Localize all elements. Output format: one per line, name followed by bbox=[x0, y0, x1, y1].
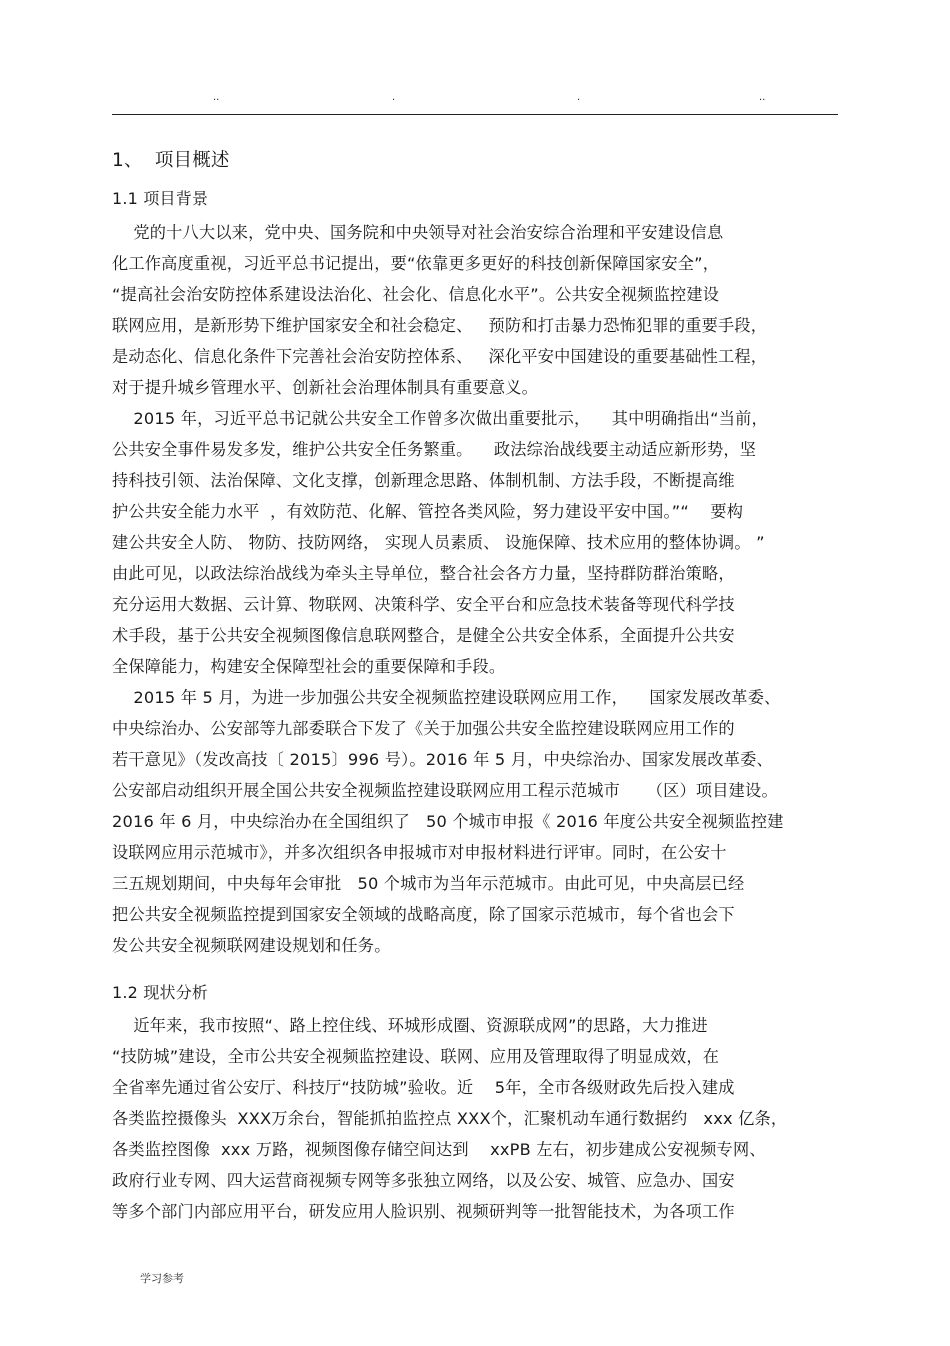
text-line: 护公共安全能力水平 ，有效防范、化解、管控各类风险，努力建设平安中国。”“ 要构 bbox=[112, 502, 744, 521]
subsection-title-status: 1.2 现状分析 bbox=[112, 983, 209, 1002]
header-mark: . bbox=[577, 92, 581, 103]
header-mark: .. bbox=[759, 92, 766, 103]
text-line: “技防城”建设，全市公共安全视频监控建设、联网、应用及管理取得了明显成效，在 bbox=[112, 1047, 720, 1066]
text-line: 党的十八大以来，党中央、国务院和中央领导对社会治安综合治理和平安建设信息 bbox=[112, 223, 724, 242]
text-line: 发公共安全视频联网建设规划和任务。 bbox=[112, 936, 391, 955]
text-line: 公共安全事件易发多发，维护公共安全任务繁重。 政法综治战线要主动适应新形势，坚 bbox=[112, 440, 757, 459]
text-line: 全保障能力，构建安全保障型社会的重要保障和手段。 bbox=[112, 657, 506, 676]
text-line: 各类监控图像 xxx 万路，视频图像存储空间达到 xxPB 左右，初步建成公安视频专网、 bbox=[112, 1140, 766, 1159]
text-line: 化工作高度重视，习近平总书记提出，要“依靠更多更好的科技创新保障国家安全”， bbox=[112, 254, 720, 273]
text-line: 近年来，我市按照“、路上控住线、环城形成圈、资源联成网”的思路，大力推进 bbox=[112, 1016, 708, 1035]
text-line: 2015 年，习近平总书记就公共安全工作曾多次做出重要批示， 其中明确指出“当前， bbox=[112, 409, 768, 428]
page-footer: 学习参考 bbox=[140, 1272, 184, 1285]
text-line: 等多个部门内部应用平台，研发应用人脸识别、视频研判等一批智能技术，为各项工作 bbox=[112, 1202, 735, 1221]
text-line: 各类监控摄像头 XXX万余台，智能抓拍监控点 XXX个，汇聚机动车通行数据约 xxx 亿条， bbox=[112, 1109, 788, 1128]
text-line: 2015 年 5 月，为进一步加强公共安全视频监控建设联网应用工作， 国家发展改革委、 bbox=[112, 688, 781, 707]
text-line: 把公共安全视频监控提到国家安全领域的战略高度，除了国家示范城市，每个省也会下 bbox=[112, 905, 735, 924]
text-line: 由此可见，以政法综治战线为牵头主导单位，整合社会各方力量，坚持群防群治策略， bbox=[112, 564, 735, 583]
header-mark: . bbox=[392, 92, 396, 103]
text-line: 三五规划期间，中央每年会审批 50 个城市为当年示范城市。由此可见，中央高层已经 bbox=[112, 874, 745, 893]
text-line: 是动态化、信息化条件下完善社会治安防控体系、 深化平安中国建设的重要基础性工程， bbox=[112, 347, 768, 366]
text-line: 中央综治办、公安部等九部委联合下发了《关于加强公共安全监控建设联网应用工作的 bbox=[112, 719, 735, 738]
text-line: 建公共安全人防、 物防、技防网络， 实现人员素质、 设施保障、技术应用的整体协调。 ” bbox=[112, 533, 765, 552]
subsection-title-background: 1.1 项目背景 bbox=[112, 189, 209, 208]
text-line: 术手段，基于公共安全视频图像信息联网整合，是健全公共安全体系，全面提升公共安 bbox=[112, 626, 735, 645]
text-line: 2016 年 6 月，中央综治办在全国组织了 50 个城市申报《 2016 年度公共安全视频监控建 bbox=[112, 812, 784, 831]
header-rule bbox=[112, 114, 838, 115]
text-line: 设联网应用示范城市》，并多次组织各申报城市对申报材料进行评审。同时，在公安十 bbox=[112, 843, 727, 862]
text-line: 联网应用，是新形势下维护国家安全和社会稳定、 预防和打击暴力恐怖犯罪的重要手段， bbox=[112, 316, 768, 335]
text-line: 持科技引领、法治保障、文化支撑，创新理念思路、体制机制、方法手段，不断提高维 bbox=[112, 471, 735, 490]
text-line: 充分运用大数据、云计算、物联网、决策科学、安全平台和应急技术装备等现代科学技 bbox=[112, 595, 735, 614]
text-line: 对于提升城乡管理水平、创新社会治理体制具有重要意义。 bbox=[112, 378, 539, 397]
page-header-marks bbox=[112, 92, 838, 108]
text-line: 全省率先通过省公安厅、科技厅“技防城”验收。近 5年，全市各级财政先后投入建成 bbox=[112, 1078, 735, 1097]
header-mark: .. bbox=[213, 92, 220, 103]
text-line: “提高社会治安防控体系建设法治化、社会化、信息化水平”。公共安全视频监控建设 bbox=[112, 285, 720, 304]
section-title: 1、 项目概述 bbox=[112, 150, 230, 171]
text-line: 公安部启动组织开展全国公共安全视频监控建设联网应用工程示范城市 （区）项目建设。 bbox=[112, 781, 778, 800]
text-line: 若干意见》（发改高技〔 2015〕996 号）。2016 年 5 月，中央综治办、国家发展改革委、 bbox=[112, 750, 773, 769]
text-line: 政府行业专网、四大运营商视频专网等多张独立网络，以及公安、城管、应急办、国安 bbox=[112, 1171, 735, 1190]
